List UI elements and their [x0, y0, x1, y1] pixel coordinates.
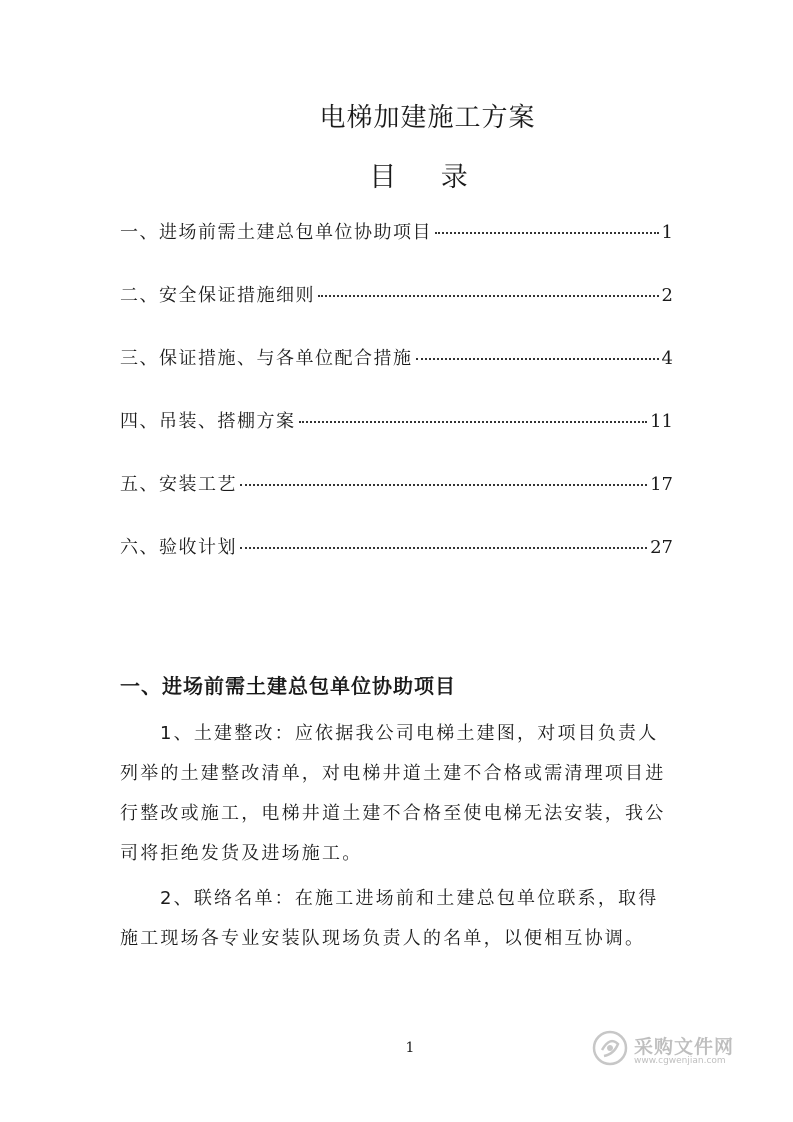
toc-leader-dots — [416, 357, 659, 360]
table-of-contents — [120, 218, 673, 596]
toc-entry-label: 三、保证措施、与各单位配合措施 — [120, 348, 413, 369]
toc-heading: 目 录 — [369, 162, 486, 193]
toc-entry — [120, 281, 673, 344]
document-title: 电梯加建施工方案 — [319, 103, 536, 133]
section-heading: 一、进场前需土建总包单位协助项目 — [120, 674, 456, 698]
watermark — [592, 1030, 752, 1070]
toc-entry-page: 17 — [650, 474, 673, 495]
toc-entry — [120, 218, 673, 281]
watermark-name: 采购文件网 — [634, 1036, 735, 1058]
toc-leader-dots — [240, 546, 647, 549]
toc-entry-label: 一、进场前需土建总包单位协助项目 — [120, 222, 432, 243]
watermark-logo-icon — [592, 1030, 628, 1066]
toc-entry-page: 11 — [650, 411, 673, 432]
toc-leader-dots — [299, 420, 648, 423]
watermark-url: www.cgwenjian.com — [634, 1056, 726, 1066]
toc-entry-label: 四、吊装、搭棚方案 — [120, 411, 296, 432]
body-paragraph: 1、土建整改：应依据我公司电梯土建图，对项目负责人列举的土建整改清单，对电梯井道土建不合格或需清理项目进行整改或施工，电梯井道土建不合格至使电梯无法安装，我公司将拒绝发货及进场施工。 — [120, 723, 666, 864]
toc-entry-page: 27 — [650, 537, 673, 558]
toc-leader-dots — [318, 294, 659, 297]
toc-entry-page: 1 — [661, 222, 673, 243]
toc-entry-page: 2 — [661, 285, 673, 306]
body-paragraph: 2、联络名单：在施工进场前和土建总包单位联系，取得施工现场各专业安装队现场负责人的名单，以便相互协调。 — [120, 888, 659, 949]
toc-leader-dots — [435, 231, 659, 234]
toc-entry — [120, 407, 673, 470]
toc-entry-page: 4 — [661, 348, 673, 369]
toc-entry-label: 六、验收计划 — [120, 537, 237, 558]
toc-entry-label: 五、安装工艺 — [120, 474, 237, 495]
toc-entry — [120, 533, 673, 596]
toc-entry — [120, 470, 673, 533]
toc-leader-dots — [240, 483, 647, 486]
toc-entry-label: 二、安全保证措施细则 — [120, 285, 315, 306]
page-number: 1 — [405, 1040, 415, 1056]
toc-entry — [120, 344, 673, 407]
